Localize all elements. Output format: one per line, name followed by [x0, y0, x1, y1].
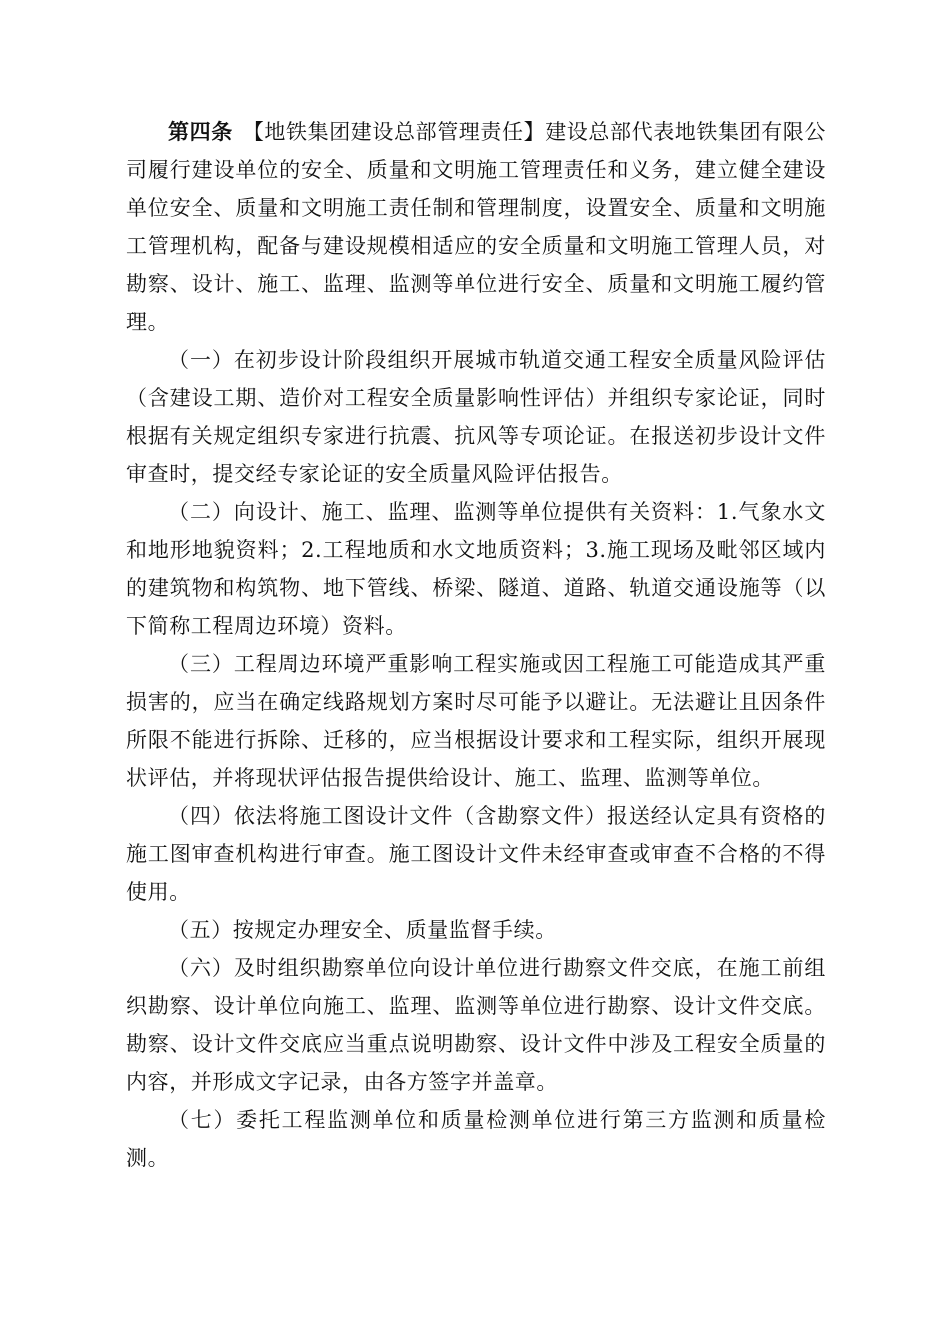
- clause-7: （七）委托工程监测单位和质量检测单位进行第三方监测和质量检测。: [126, 1108, 826, 1170]
- clause-6: （六）及时组织勘察单位向设计单位进行勘察文件交底，在施工前组织勘察、设计单位向施工、监理、监测等单位进行勘察、设计文件交底。勘察、设计文件交底应当重点说明勘察、设计文件中涉及工程安全质量的内容，并形成文字记录，由各方签字并盖章。: [126, 956, 826, 1094]
- clause-4: （四）依法将施工图设计文件（含勘察文件）报送经认定具有资格的施工图审查机构进行审查。施工图设计文件未经审查或审查不合格的不得使用。: [126, 804, 826, 904]
- document-body: [126, 113, 826, 1177]
- clause-3: （三）工程周边环境严重影响工程实施或因工程施工可能造成其严重损害的，应当在确定线路规划方案时尽可能予以避让。无法避让且因条件所限不能进行拆除、迁移的，应当根据设计要求和工程实际，组织开展现状评估，并将现状评估报告提供给设计、施工、监理、监测等单位。: [126, 652, 826, 790]
- article-text: 【地铁集团建设总部管理责任】建设总部代表地铁集团有限公司履行建设单位的安全、质量和文明施工管理责任和义务，建立健全建设单位安全、质量和文明施工责任制和管理制度，设置安全、质量和文明施工管理机构，配备与建设规模相适应的安全质量和文明施工管理人员，对勘察、设计、施工、监理、监测等单位进行安全、质量和文明施工履约管理。: [126, 120, 827, 334]
- clause-5: （五）按规定办理安全、质量监督手续。: [168, 918, 557, 942]
- clause-2: （二）向设计、施工、监理、监测等单位提供有关资料：1.气象水文和地形地貌资料；2.工程地质和水文地质资料；3.施工现场及毗邻区域内的建筑物和构筑物、地下管线、桥梁、隧道、道路、轨道交通设施等（以下简称工程周边环境）资料。: [126, 500, 826, 638]
- article-label: 第四条: [168, 119, 233, 144]
- article-paragraph: [126, 113, 826, 341]
- clause-1: （一）在初步设计阶段组织开展城市轨道交通工程安全质量风险评估（含建设工期、造价对工程安全质量影响性评估）并组织专家论证，同时根据有关规定组织专家进行抗震、抗风等专项论证。在报送初步设计文件审查时，提交经专家论证的安全质量风险评估报告。: [126, 348, 826, 486]
